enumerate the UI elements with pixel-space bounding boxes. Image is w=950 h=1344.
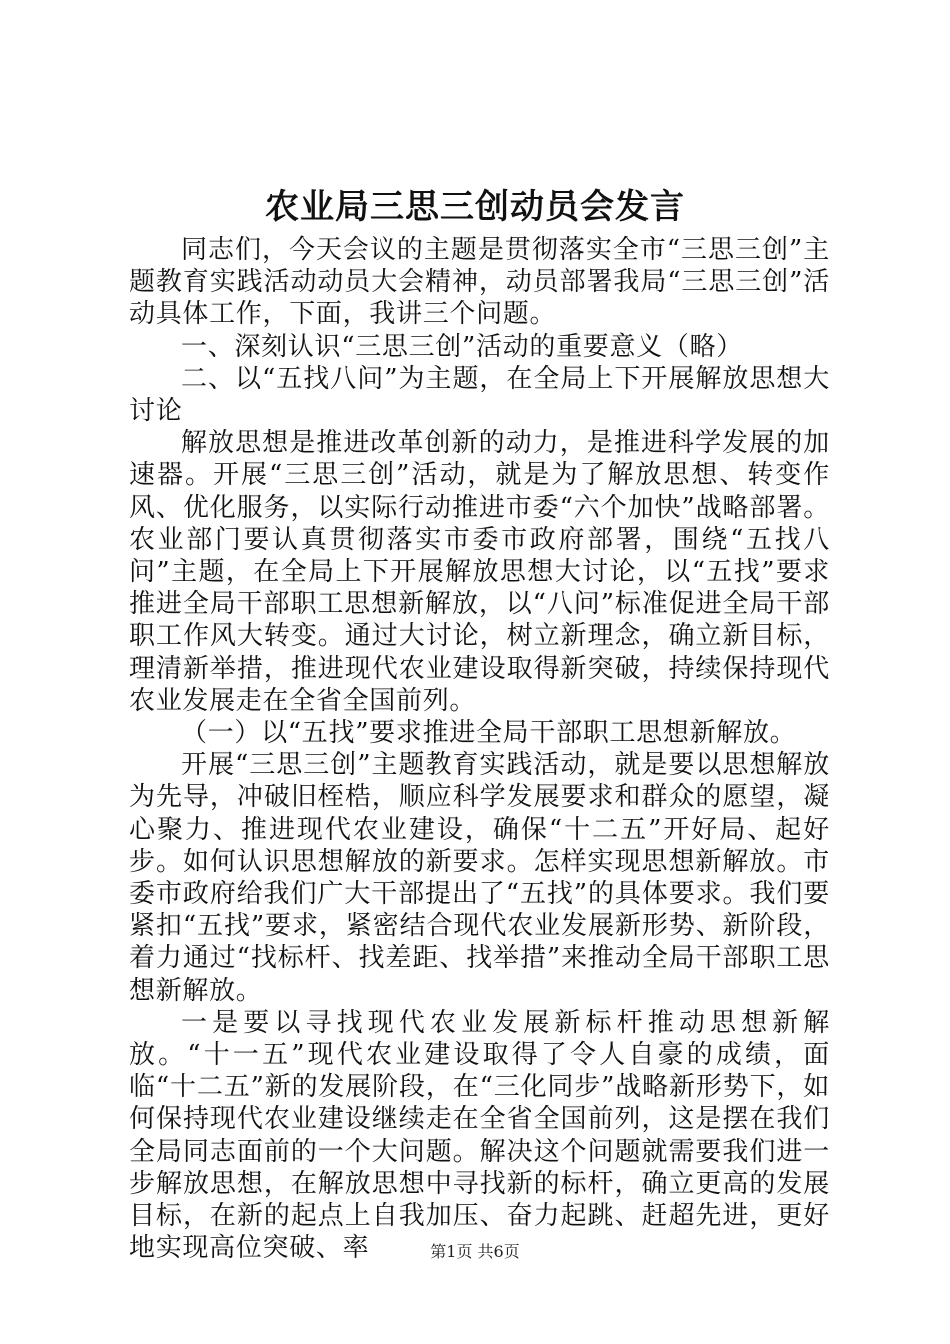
paragraph-subsection-one: （一）以“五找”要求推进全局干部职工思想新解放。 — [181, 718, 797, 749]
paragraph-section-two: 二、以“五找八问”为主题，在全局上下开展解放思想大讨论 — [129, 363, 830, 427]
paragraph-body: 解放思想是推进改革创新的动力，是推进科学发展的加速器。开展“三思三创”活动，就是为了解放思想、转变作风、优化服务，以实际行动推进市委“六个加快”战略部署。农业部门要认真贯彻落实市委市政府部署，围绕“五找八问”主题，在全局上下开展解放思想大讨论，以“五找”要求推进全局干部职工思想新解放，以“八问”标准促进全局干部职工作风大转变。通过大讨论，树立新理念，确立新目标，理清新举措，推进现代农业建设取得新突破，持续保持现代农业发展走在全省全国前列。 — [129, 428, 830, 716]
paragraph-body: 开展“三思三创”主题教育实践活动，就是要以思想解放为先导，冲破旧桎梏，顺应科学发展要求和群众的愿望，凝心聚力、推进现代农业建设，确保“十二五”开好局、起好步。如何认识思想解放的新要求。怎样实现思想新解放。市委市政府给我们广大干部提出了“五找”的具体要求。我们要紧扣“五找”要求，紧密结合现代农业发展新形势、新阶段，着力通过“找标杆、找差距、找举措”来推动全局干部职工思想新解放。 — [129, 750, 830, 1006]
paragraph-body: 一是要以寻找现代农业发展新标杆推动思想新解放。“十一五”现代农业建设取得了令人自豪的成绩，面临“十二五”新的发展阶段，在“三化同步”战略新形势下，如何保持现代农业建设继续走在全省全国前列，这是摆在我们全局同志面前的一个大问题。解决这个问题就需要我们进一步解放思想，在解放思想中寻找新的标杆，确立更高的发展目标，在新的起点上自我加压、奋力起跳、赶超先进，更好地实现高位突破、率 — [129, 1007, 830, 1264]
page-footer: 第1页 共6页 — [430, 1242, 520, 1261]
document-title: 农业局三思三创动员会发言 — [265, 187, 685, 227]
document-body — [129, 234, 830, 1265]
paragraph-intro: 同志们，今天会议的主题是贯彻落实全市“三思三创”主题教育实践活动动员大会精神，动员部署我局“三思三创”活动具体工作，下面，我讲三个问题。 — [129, 235, 830, 330]
paragraph-section-one: 一、深刻认识“三思三创”活动的重要意义（略） — [181, 331, 743, 362]
